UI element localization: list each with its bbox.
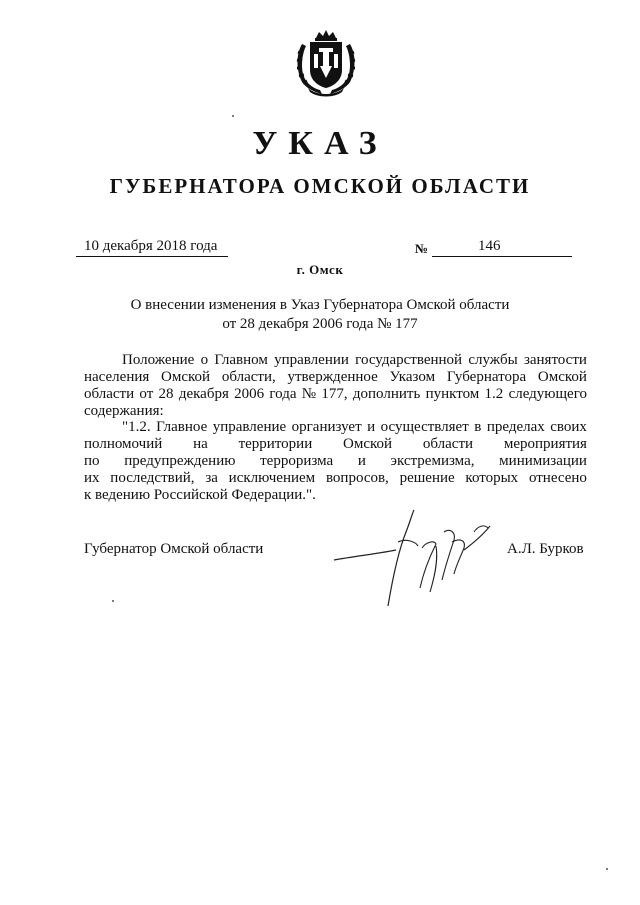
- decree-subject: [0, 296, 640, 334]
- handwritten-signature: [326, 502, 506, 612]
- word: управление: [212, 419, 287, 435]
- scan-speck: [606, 868, 608, 870]
- word: №: [301, 386, 317, 402]
- word: управлении: [274, 352, 349, 368]
- word: вопросов,: [325, 470, 389, 486]
- word: Указом: [389, 369, 436, 385]
- word: на: [193, 436, 208, 452]
- word: 177,: [321, 386, 348, 402]
- word: Главное: [156, 419, 208, 435]
- word: Омской: [537, 369, 587, 385]
- word: предупреждению: [124, 453, 236, 469]
- word: "1.2.: [122, 419, 151, 435]
- text-line: [84, 470, 587, 487]
- word: в: [474, 419, 482, 435]
- word: полномочий: [84, 436, 163, 452]
- text-line: [84, 419, 587, 436]
- word: минимизации: [499, 453, 587, 469]
- body-paragraph-1: [84, 352, 587, 420]
- signer-name: А.Л. Бурков: [507, 541, 584, 557]
- word: решение: [399, 470, 455, 486]
- word: года: [269, 386, 297, 402]
- word: отнесено: [528, 470, 587, 486]
- number-sign: №: [415, 241, 429, 256]
- word: о: [200, 352, 209, 368]
- word: дополнить: [352, 386, 421, 402]
- word: содержания:: [84, 403, 164, 419]
- city: г. Омск: [296, 262, 344, 277]
- word: к ведению Российской Федерации.".: [84, 487, 316, 503]
- text-line: [84, 453, 587, 470]
- word: исключением: [228, 470, 316, 486]
- word: декабря: [178, 386, 229, 402]
- text-line: [84, 403, 587, 420]
- word: 1.2: [484, 386, 504, 402]
- word: области: [422, 436, 474, 452]
- word: осуществляет: [380, 419, 469, 435]
- word: Главном: [214, 352, 268, 368]
- subject-line-2: от 28 декабря 2006 года № 177: [222, 316, 418, 332]
- word: службы: [468, 352, 518, 368]
- text-line: [84, 386, 587, 403]
- word: 2006: [234, 386, 265, 402]
- word: их: [84, 470, 100, 486]
- word: Омской: [161, 369, 211, 385]
- signer-position: Губернатор Омской области: [84, 541, 264, 557]
- word: Положение: [122, 352, 195, 368]
- scan-speck: [112, 600, 114, 602]
- word: утвержденное: [287, 369, 378, 385]
- document-type-title: УКАЗ: [252, 125, 388, 162]
- word: области: [84, 386, 135, 402]
- word: мероприятия: [503, 436, 587, 452]
- omsk-coat-of-arms-icon: [292, 30, 360, 98]
- word: занятости: [523, 352, 587, 368]
- word: Омской: [343, 436, 393, 452]
- word: и: [357, 453, 366, 469]
- text-line: [84, 369, 587, 386]
- word: экстремизма,: [390, 453, 475, 469]
- word: 28: [158, 386, 174, 402]
- decree-number: 146: [478, 238, 501, 254]
- word: терроризма: [260, 453, 334, 469]
- word: территории: [238, 436, 313, 452]
- word: за: [205, 470, 218, 486]
- word: организует: [291, 419, 362, 435]
- word: государственной: [355, 352, 463, 368]
- word: населения: [84, 369, 150, 385]
- word: пунктом: [425, 386, 480, 402]
- word: следующего: [508, 386, 587, 402]
- word: по: [84, 453, 100, 469]
- word: пределах: [486, 419, 545, 435]
- word: Губернатора: [446, 369, 527, 385]
- scan-speck: [232, 115, 234, 117]
- text-line: [84, 436, 587, 453]
- word: своих: [550, 419, 587, 435]
- text-line: [84, 352, 587, 369]
- word: которых: [465, 470, 519, 486]
- body-paragraph-2: [84, 419, 587, 504]
- decree-date: 10 декабря 2018 года: [84, 238, 218, 254]
- subject-line-1: О внесении изменения в Указ Губернатора Омской области: [130, 297, 510, 313]
- number-underline: [432, 236, 572, 257]
- word: последствий,: [110, 470, 195, 486]
- word: от: [139, 386, 154, 402]
- word: и: [367, 419, 376, 435]
- word: области,: [221, 369, 276, 385]
- issuer-title: ГУБЕРНАТОРА ОМСКОЙ ОБЛАСТИ: [109, 174, 531, 198]
